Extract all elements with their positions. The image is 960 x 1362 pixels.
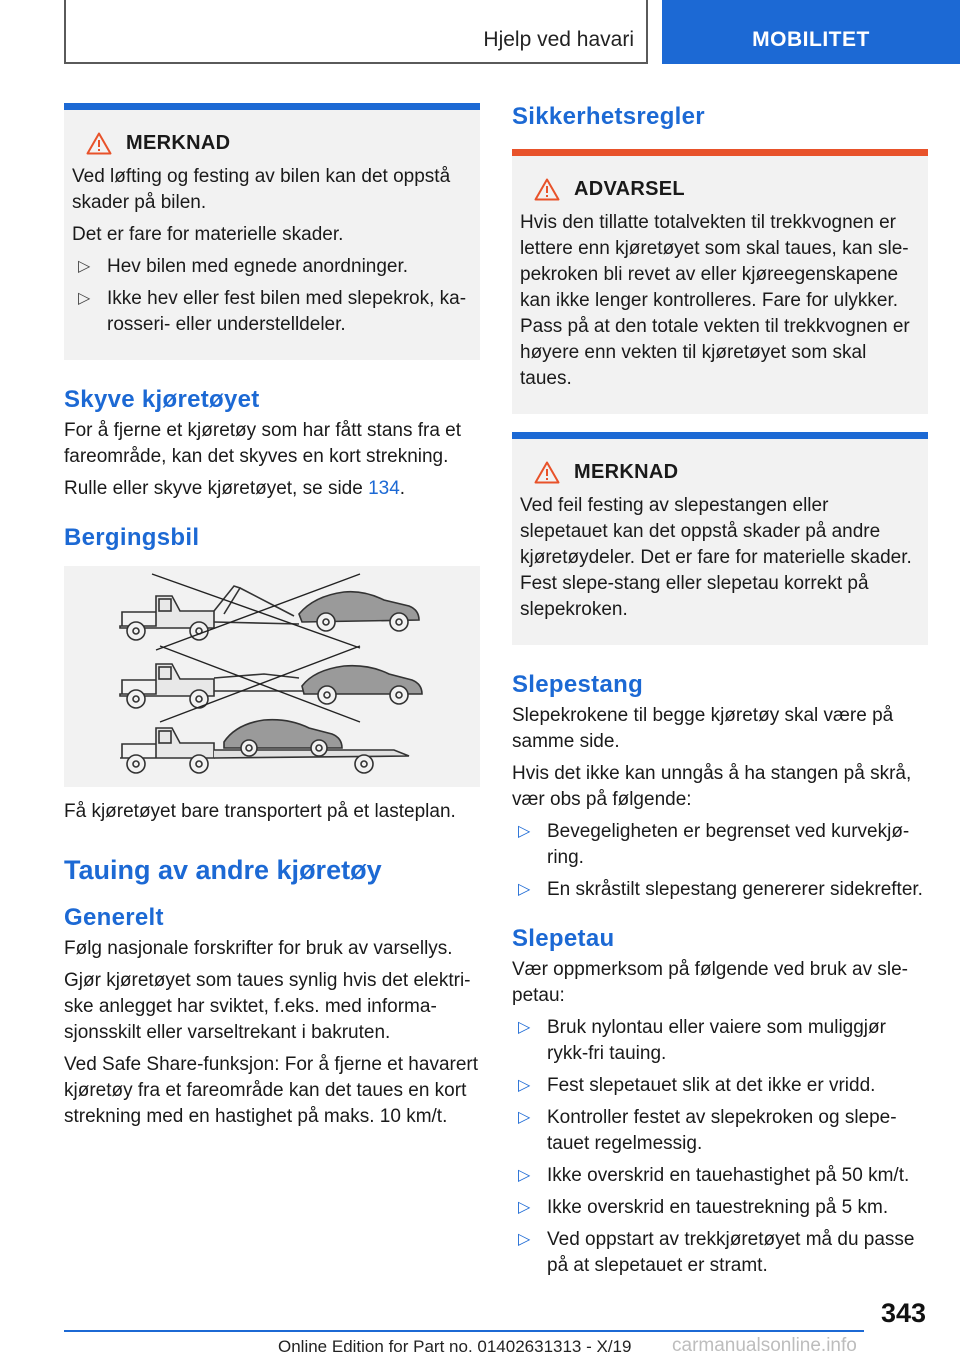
list-item-text: Ikke hev eller fest bilen med slepekrok, ka-rosseri- eller understelldeler.: [107, 288, 467, 335]
list-item: [512, 877, 928, 903]
tow-truck-illustration: [64, 566, 480, 787]
paragraph-text: Rulle eller skyve kjøretøyet, se side: [64, 478, 369, 499]
triangle-bullet-icon: ▷: [78, 290, 91, 307]
warning-triangle-icon: [534, 178, 560, 201]
footer-divider: [64, 1330, 864, 1332]
header-section-title: Hjelp ved havari: [483, 28, 634, 51]
warning-box: [512, 149, 928, 414]
list-item-text: Kontroller festet av slepekroken og slepe-tauet regelmessig.: [547, 1107, 897, 1154]
paragraph: Vær oppmerksom på følgende ved bruk av sle-petau:: [512, 959, 909, 1006]
list-item-text: Bevegeligheten er begrenset ved kurvekjø-ring.: [547, 821, 910, 868]
left-column: [64, 103, 480, 1136]
warning-triangle-icon: [86, 132, 112, 155]
heading-safety-rules: Sikkerhetsregler: [512, 103, 705, 130]
list-item: [512, 1105, 928, 1157]
note-text: Ved løfting og festing av bilen kan det oppstå skader på bilen.: [72, 166, 451, 213]
list-item-text: Ikke overskrid en tauehastighet på 50 km/t.: [547, 1165, 910, 1186]
list-item: [512, 1163, 928, 1189]
note-label: MERKNAD: [126, 132, 231, 154]
list-item: [512, 1073, 928, 1099]
list-item-text: Bruk nylontau eller vaiere som muliggjør rykk-fri tauing.: [547, 1017, 886, 1064]
triangle-bullet-icon: ▷: [518, 823, 531, 840]
header-chapter-tab[interactable]: [662, 0, 960, 64]
warning-triangle-icon: [534, 461, 560, 484]
heading-general: Generelt: [64, 904, 164, 931]
list-item: [512, 819, 928, 871]
paragraph: Gjør kjøretøyet som taues synlig hvis det elektri-ske anlegget har sviktet, f.eks. med informa-sjonsskilt eller varseltrekant i bakruten.: [64, 970, 471, 1043]
paragraph: Følg nasjonale forskrifter for bruk av varsellys.: [64, 938, 453, 959]
note-heading: [86, 130, 472, 156]
triangle-bullet-icon: ▷: [518, 1167, 531, 1184]
towrope-list: [512, 1015, 928, 1279]
triangle-bullet-icon: ▷: [518, 1109, 531, 1126]
note-box-towbar: [512, 432, 928, 645]
paragraph: Ved Safe Share-funksjon: For å fjerne et havarert kjøretøy fra et fareområde kan det taues en kort strekning med en hastighet på maks. 10 km/t.: [64, 1054, 479, 1127]
list-item: [72, 254, 472, 280]
list-item-text: Ved oppstart av trekkjøretøyet må du passe på at slepetauet er stramt.: [547, 1229, 915, 1276]
note-list: [72, 254, 472, 338]
list-item: [512, 1195, 928, 1221]
paragraph: Hvis det ikke kan unngås å ha stangen på skrå, vær obs på følgende:: [512, 763, 912, 810]
heading-towrope: Slepetau: [512, 925, 615, 952]
watermark: carmanualsonline.info: [672, 1335, 857, 1356]
header-section-box: [64, 0, 648, 64]
paragraph: Slepekrokene til begge kjøretøy skal være på samme side.: [512, 705, 894, 752]
towbar-list: [512, 819, 928, 903]
page-link[interactable]: 134: [368, 478, 400, 499]
list-item: [512, 1227, 928, 1279]
note-box-lifting: [64, 103, 480, 360]
list-item-text: En skråstilt slepestang genererer sidekrefter.: [547, 879, 923, 900]
list-item: [512, 1015, 928, 1067]
list-item-text: Fest slepetauet slik at det ikke er vridd.: [547, 1075, 876, 1096]
triangle-bullet-icon: ▷: [518, 1077, 531, 1094]
tow-truck-drawing: [64, 566, 480, 787]
note-text: Det er fare for materielle skader.: [72, 224, 344, 245]
list-item-text: Hev bilen med egnede anordninger.: [107, 256, 409, 277]
warning-label: ADVARSEL: [574, 178, 685, 200]
footer-edition: Online Edition for Part no. 01402631313 - X/19: [278, 1337, 632, 1356]
header-chapter-label: MOBILITET: [752, 28, 870, 51]
list-item: [72, 286, 472, 338]
paragraph-reference: [64, 476, 480, 502]
triangle-bullet-icon: ▷: [78, 258, 91, 275]
heading-tow-truck: Bergingsbil: [64, 524, 200, 551]
paragraph: For å fjerne et kjøretøy som har fått stans fra et fareområde, kan det skyves en kort strekning.: [64, 420, 462, 467]
triangle-bullet-icon: ▷: [518, 1019, 531, 1036]
paragraph-text: .: [399, 478, 406, 499]
figure-caption: Få kjøretøyet bare transportert på et lasteplan.: [64, 801, 456, 822]
heading-towbar: Slepestang: [512, 671, 644, 698]
heading-towing-other-vehicles: Tauing av andre kjøretøy: [64, 855, 382, 885]
triangle-bullet-icon: ▷: [518, 1199, 531, 1216]
right-column: [512, 103, 928, 1285]
page-number: 343: [880, 1298, 926, 1328]
warning-text: Hvis den tillatte totalvekten til trekkvognen er lettere enn kjøretøyet som skal taues, kan sle-pekroken bli revet av eller kjøreegenskapene kan ikke lenger kontrolleres. Fare for ulykker. Pass på at den totale vekten til trekkvognen er høyere enn vekten til kjøretøyet som skal taues.: [520, 212, 910, 389]
note-text: Ved feil festing av slepestangen eller slepetauet kan det oppstå skader på andre kjøretøydeler. Det er fare for materielle skader. Fest slepe-stang eller slepetau korrekt på slepekroken.: [520, 495, 912, 620]
list-item-text: Ikke overskrid en tauestrekning på 5 km.: [547, 1197, 889, 1218]
note-heading: [534, 459, 920, 485]
triangle-bullet-icon: ▷: [518, 881, 531, 898]
triangle-bullet-icon: ▷: [518, 1231, 531, 1248]
warning-heading: [534, 176, 920, 202]
note-label: MERKNAD: [574, 461, 679, 483]
heading-push-vehicle: Skyve kjøretøyet: [64, 386, 260, 413]
